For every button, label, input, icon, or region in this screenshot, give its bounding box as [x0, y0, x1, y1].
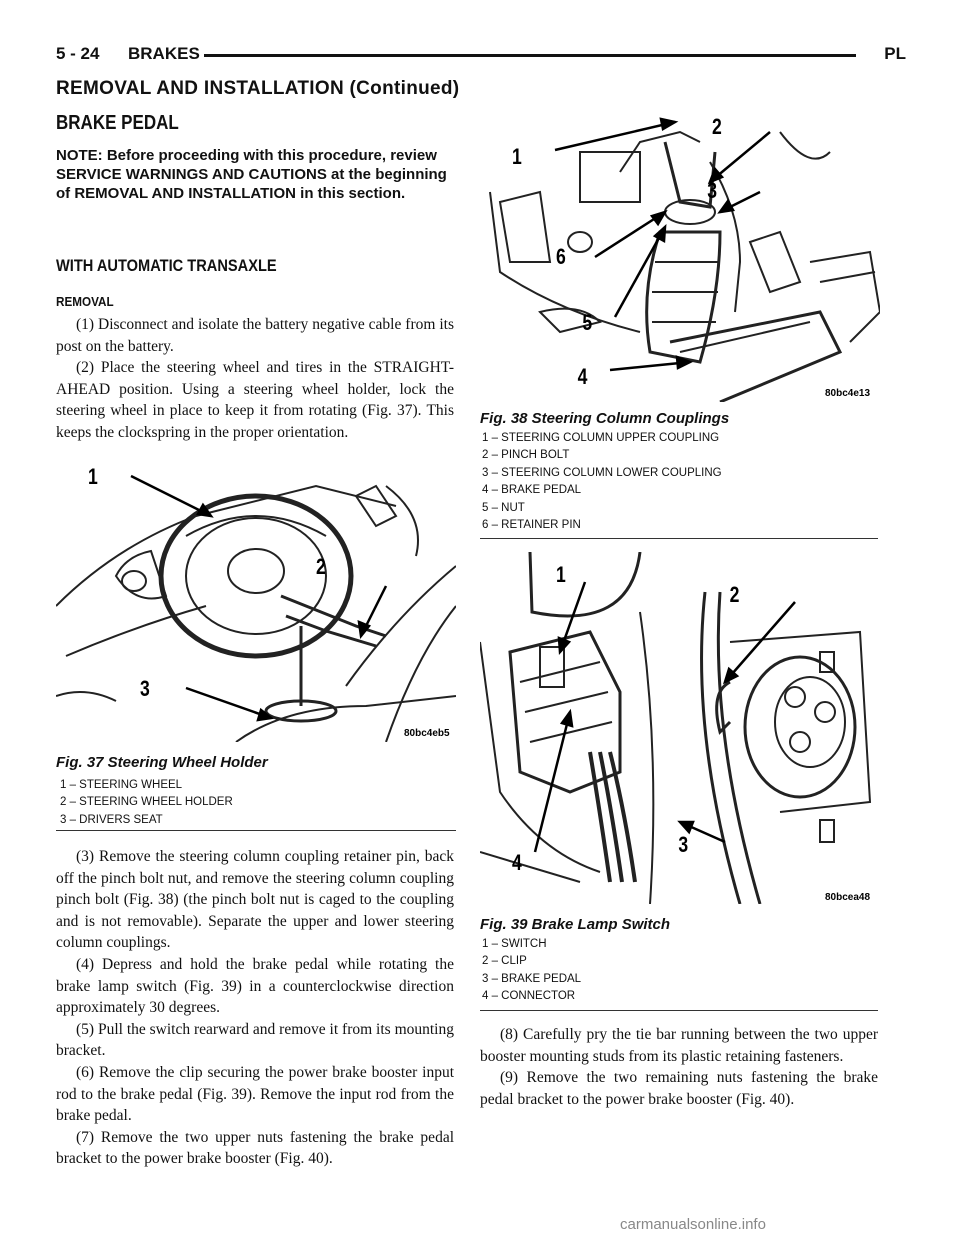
fig38-caption [480, 410, 729, 427]
fig38-legend-item: 6 – RETAINER PIN [482, 519, 581, 532]
fig38-callout-1: 1 [512, 145, 522, 170]
step-1: (1) Disconnect and isolate the battery negative cable from its post on the battery. [56, 316, 454, 355]
fig39-callout-1: 1 [556, 563, 566, 588]
steering-column-couplings-drawing [480, 112, 880, 402]
fig37-caption [56, 754, 268, 771]
step-3: (3) Remove the steering column coupling retainer pin, back off the pinch bolt nut, and remove the steering column coupling pinch bolt (Fig. 38) (the pinch bolt nut is caged to the coupling and is not removable). Separate the upper and lower steering column couplings. [56, 848, 454, 952]
step-4: (4) Depress and hold the brake pedal while rotating the brake lamp switch (Fig. 39) in a counterclockwise direction approximately 30 degrees. [56, 955, 454, 1017]
step-2: (2) Place the steering wheel and tires in the STRAIGHT-AHEAD position. Using a steering wheel holder, lock the steering wheel in place to keep it from rotating (Fig. 37). This keeps the clockspring in the proper orientation. [56, 359, 454, 441]
fig38-callout-4: 4 [577, 365, 588, 390]
fig39-legend [482, 936, 581, 1006]
fig39-rule [480, 1010, 878, 1011]
fig38-callout-6: 6 [556, 245, 566, 270]
fig38-legend-item: 3 – STEERING COLUMN LOWER COUPLING [482, 466, 722, 479]
fig38-legend-item: 2 – PINCH BOLT [482, 449, 570, 462]
fig39-legend-item: 3 – BRAKE PEDAL [482, 972, 582, 985]
fig38-rule [480, 538, 878, 539]
fig39-callout-4: 4 [512, 851, 522, 876]
fig37-code: 80bc4eb5 [404, 728, 450, 739]
section-name: BRAKES [128, 44, 200, 63]
steering-wheel-holder-drawing [56, 456, 456, 742]
fig37-title: Fig. 37 Steering Wheel Holder [56, 754, 268, 771]
fig39-callout-2: 2 [729, 583, 740, 608]
fig38-title: Fig. 38 Steering Column Couplings [480, 410, 730, 427]
page-number: 5 - 24 [56, 44, 100, 63]
step-9: (9) Remove the two remaining nuts fastening the brake pedal bracket to the power brake booster (Fig. 40). [480, 1069, 878, 1108]
step-7: (7) Remove the two upper nuts fastening the brake pedal bracket to the power brake booster (Fig. 40). [56, 1128, 454, 1168]
fig37-callout-2: 2 [316, 555, 326, 580]
fig38-callout-2: 2 [712, 115, 722, 140]
fig38-callout-3: 3 [707, 179, 717, 204]
section-title: BRAKE PEDAL [56, 112, 179, 134]
removal-heading: REMOVAL [56, 294, 114, 309]
fig39-caption [480, 916, 670, 933]
steps-8-9 [480, 1024, 878, 1110]
fig37-legend-item: 2 – STEERING WHEEL HOLDER [60, 796, 233, 809]
fig39-legend-item: 2 – CLIP [482, 955, 527, 968]
fig38-legend [482, 430, 722, 534]
subsection-title: WITH AUTOMATIC TRANSAXLE [56, 256, 277, 275]
model-code: PL [884, 44, 906, 63]
continued-heading: REMOVAL AND INSTALLATION (Continued) [56, 78, 460, 99]
step-8: (8) Carefully pry the tie bar running between the two upper booster mounting studs from its plastic retaining fasteners. [480, 1026, 878, 1065]
fig37-legend-item: 3 – DRIVERS SEAT [60, 813, 163, 826]
page-header [56, 44, 906, 68]
note-block [56, 146, 454, 203]
fig38-legend-item: 1 – STEERING COLUMN UPPER COUPLING [482, 432, 720, 444]
steps-3-7 [56, 846, 454, 1170]
step-5: (5) Pull the switch rearward and remove it from its mounting bracket. [56, 1020, 454, 1060]
fig37-callout-3: 3 [140, 677, 150, 702]
fig37-illustration [56, 456, 456, 742]
fig37-rule [56, 830, 456, 831]
header-rule [204, 54, 856, 57]
step-6: (6) Remove the clip securing the power brake booster input rod to the brake pedal (Fig. 39). Remove the input rod from the brake pedal. [56, 1063, 454, 1125]
steps-1-2 [56, 314, 454, 444]
brake-lamp-switch-drawing [480, 552, 880, 904]
fig37-callout-1: 1 [88, 465, 98, 490]
fig39-title: Fig. 39 Brake Lamp Switch [480, 916, 671, 933]
fig39-legend-item: 4 – CONNECTOR [482, 990, 576, 1003]
note-text: NOTE: Before proceeding with this procedure, review SERVICE WARNINGS AND CAUTIONS at the beginning of REMOVAL AND INSTALLATION in this section. [56, 147, 447, 202]
fig37-legend-item: 1 – STEERING WHEEL [60, 779, 183, 791]
fig38-legend-item: 5 – NUT [482, 501, 525, 514]
fig38-illustration [480, 112, 880, 402]
fig39-code: 80bcea48 [825, 892, 871, 903]
fig37-legend [60, 777, 233, 829]
watermark: carmanualsonline.info [620, 1216, 766, 1233]
fig39-illustration [480, 552, 880, 904]
fig39-callout-3: 3 [678, 833, 689, 858]
fig38-code: 80bc4e13 [825, 388, 871, 399]
fig38-callout-5: 5 [582, 311, 593, 336]
fig39-legend-item: 1 – SWITCH [482, 938, 547, 950]
fig38-legend-item: 4 – BRAKE PEDAL [482, 484, 582, 497]
